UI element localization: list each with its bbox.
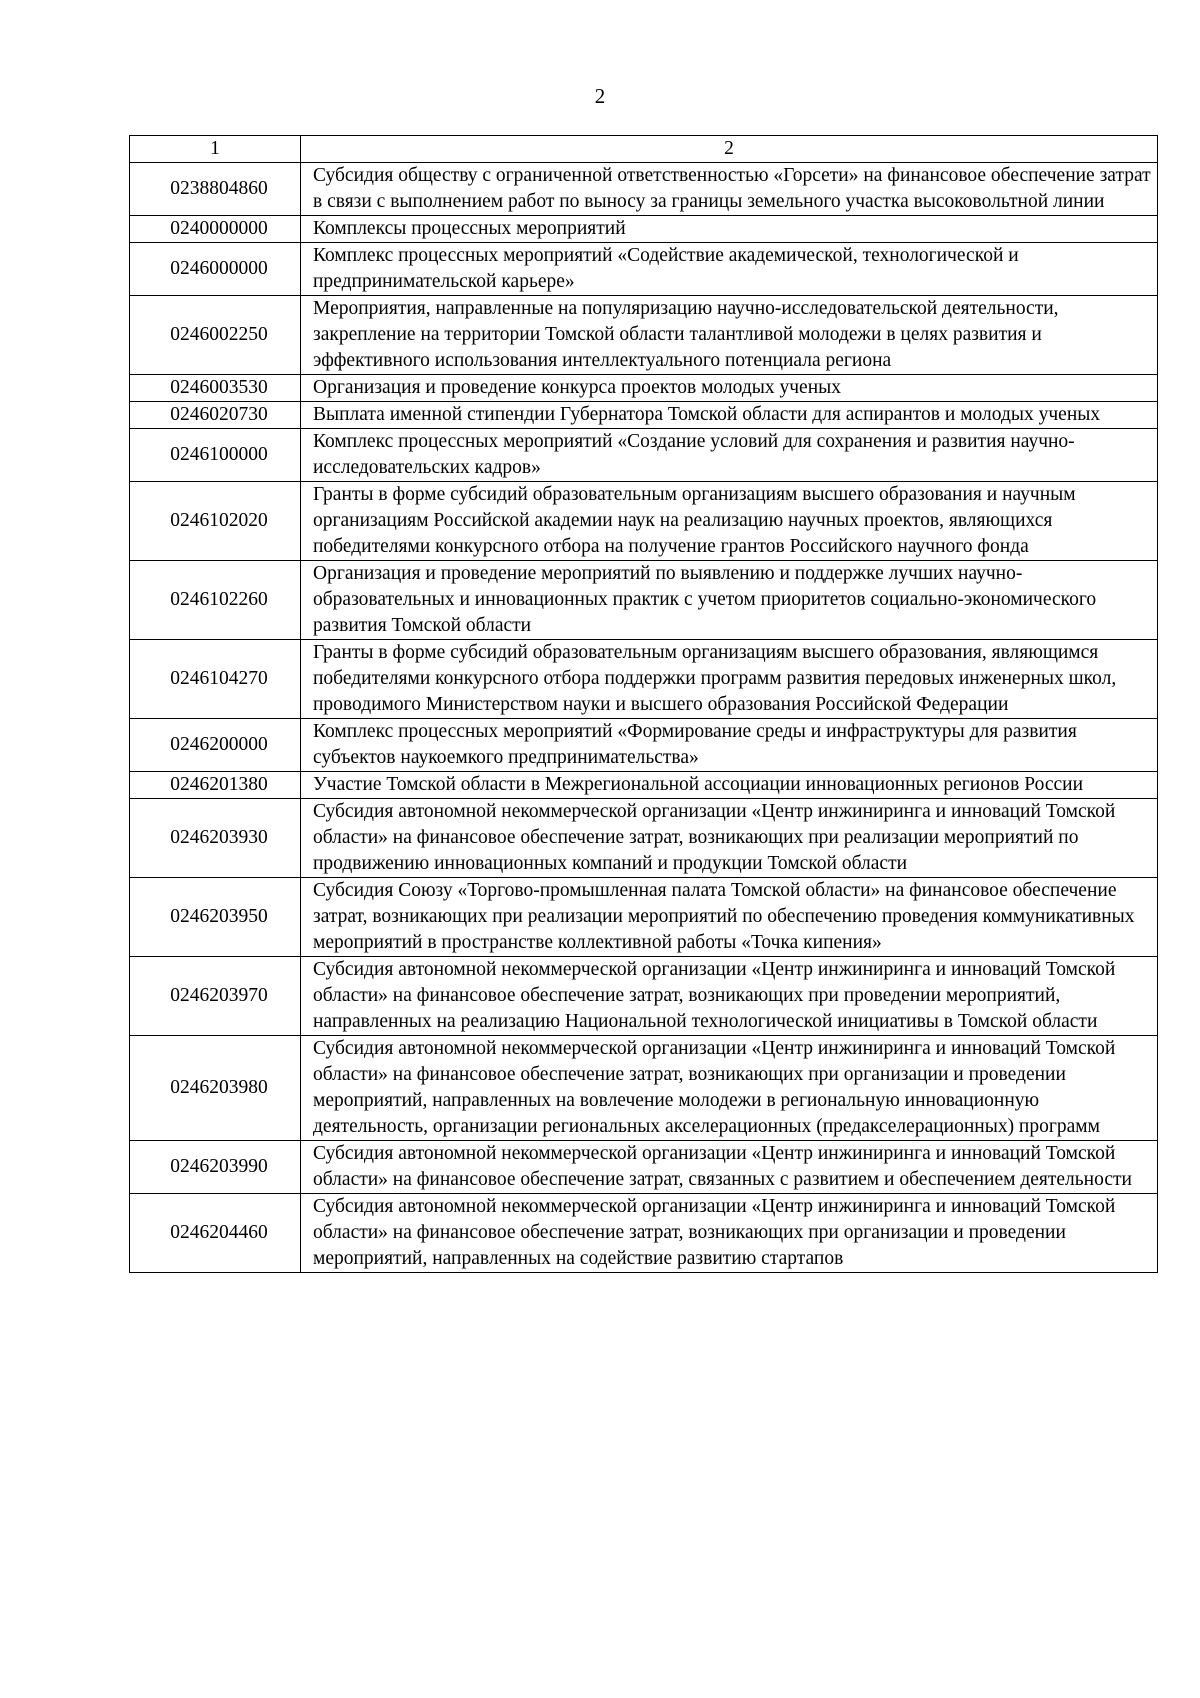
row-description: Субсидия Союзу «Торгово-промышленная палата Томской области» на финансовое обеспечение затрат, возникающих при реализации мероприятий по обеспечению проведения коммуникативных мероприятий в пространстве коллективной работы «Точка кипения» (301, 878, 1158, 957)
row-description: Участие Томской области в Межрегиональной ассоциации инновационных регионов России (301, 772, 1158, 799)
row-code: 0246000000 (130, 243, 301, 296)
table-header-row (130, 136, 1158, 163)
table-row (130, 216, 1158, 243)
table-row (130, 1141, 1158, 1194)
row-description: Субсидия обществу с ограниченной ответственностью «Горсети» на финансовое обеспечение затрат в связи с выполнением работ по выносу за границы земельного участка высоковольтной линии (301, 163, 1158, 216)
column-header-code: 1 (130, 136, 301, 163)
row-description: Организация и проведение конкурса проектов молодых ученых (301, 375, 1158, 402)
row-code: 0246002250 (130, 296, 301, 375)
table-row (130, 561, 1158, 640)
row-code: 0246203980 (130, 1036, 301, 1141)
table-row (130, 402, 1158, 429)
row-description: Комплекс процессных мероприятий «Содействие академической, технологической и предпринимательской карьере» (301, 243, 1158, 296)
row-description: Комплексы процессных мероприятий (301, 216, 1158, 243)
table-row (130, 799, 1158, 878)
page-number: 2 (594, 84, 606, 108)
table-row (130, 878, 1158, 957)
row-code: 0246200000 (130, 719, 301, 772)
row-description: Мероприятия, направленные на популяризацию научно-исследовательской деятельности, закрепление на территории Томской области талантливой молодежи в целях развития и эффективного использования интеллектуального потенциала региона (301, 296, 1158, 375)
table-row (130, 163, 1158, 216)
row-code: 0246102020 (130, 482, 301, 561)
row-description: Субсидия автономной некоммерческой организации «Центр инжиниринга и инноваций Томской области» на финансовое обеспечение затрат, возникающих при организации и проведении мероприятий, направленных на содействие развитию стартапов (301, 1194, 1158, 1273)
table-row (130, 1036, 1158, 1141)
column-header-description: 2 (301, 136, 1158, 163)
table-row (130, 296, 1158, 375)
row-description: Субсидия автономной некоммерческой организации «Центр инжиниринга и инноваций Томской области» на финансовое обеспечение затрат, возникающих при организации и проведении мероприятий, направленных на вовлечение молодежи в региональную инновационную деятельность, организации региональных акселерационных (предакселерационных) программ (301, 1036, 1158, 1141)
row-code: 0246203950 (130, 878, 301, 957)
row-code: 0246104270 (130, 640, 301, 719)
row-description: Комплекс процессных мероприятий «Создание условий для сохранения и развития научно-исследовательских кадров» (301, 429, 1158, 482)
row-code: 0246102260 (130, 561, 301, 640)
table-row (130, 243, 1158, 296)
row-description: Организация и проведение мероприятий по выявлению и поддержке лучших научно-образовательных и инновационных практик с учетом приоритетов социально-экономического развития Томской области (301, 561, 1158, 640)
row-code: 0238804860 (130, 163, 301, 216)
row-description: Гранты в форме субсидий образовательным организациям высшего образования и научным организациям Российской академии наук на реализацию научных проектов, являющихся победителями конкурсного отбора на получение грантов Российского научного фонда (301, 482, 1158, 561)
budget-classification-table (129, 135, 1158, 1273)
table-row (130, 375, 1158, 402)
row-description: Субсидия автономной некоммерческой организации «Центр инжиниринга и инноваций Томской области» на финансовое обеспечение затрат, возникающих при проведении мероприятий, направленных на реализацию Национальной технологической инициативы в Томской области (301, 957, 1158, 1036)
row-code: 0246003530 (130, 375, 301, 402)
row-code: 0246100000 (130, 429, 301, 482)
table-row (130, 640, 1158, 719)
row-description: Комплекс процессных мероприятий «Формирование среды и инфраструктуры для развития субъектов наукоемкого предпринимательства» (301, 719, 1158, 772)
row-code: 0246203970 (130, 957, 301, 1036)
table-row (130, 957, 1158, 1036)
row-code: 0246203930 (130, 799, 301, 878)
table-body (130, 163, 1158, 1273)
table-row (130, 429, 1158, 482)
row-code: 0246204460 (130, 1194, 301, 1273)
row-description: Выплата именной стипендии Губернатора Томской области для аспирантов и молодых ученых (301, 402, 1158, 429)
table-row (130, 772, 1158, 799)
row-code: 0246201380 (130, 772, 301, 799)
row-code: 0246020730 (130, 402, 301, 429)
row-description: Гранты в форме субсидий образовательным организациям высшего образования, являющимся победителями конкурсного отбора поддержки программ развития передовых инженерных школ, проводимого Министерством науки и высшего образования Российской Федерации (301, 640, 1158, 719)
table-row (130, 482, 1158, 561)
table-row (130, 719, 1158, 772)
row-description: Субсидия автономной некоммерческой организации «Центр инжиниринга и инноваций Томской области» на финансовое обеспечение затрат, связанных с развитием и обеспечением деятельности (301, 1141, 1158, 1194)
table-row (130, 1194, 1158, 1273)
row-code: 0246203990 (130, 1141, 301, 1194)
row-description: Субсидия автономной некоммерческой организации «Центр инжиниринга и инноваций Томской области» на финансовое обеспечение затрат, возникающих при реализации мероприятий по продвижению инновационных компаний и продукции Томской области (301, 799, 1158, 878)
row-code: 0240000000 (130, 216, 301, 243)
